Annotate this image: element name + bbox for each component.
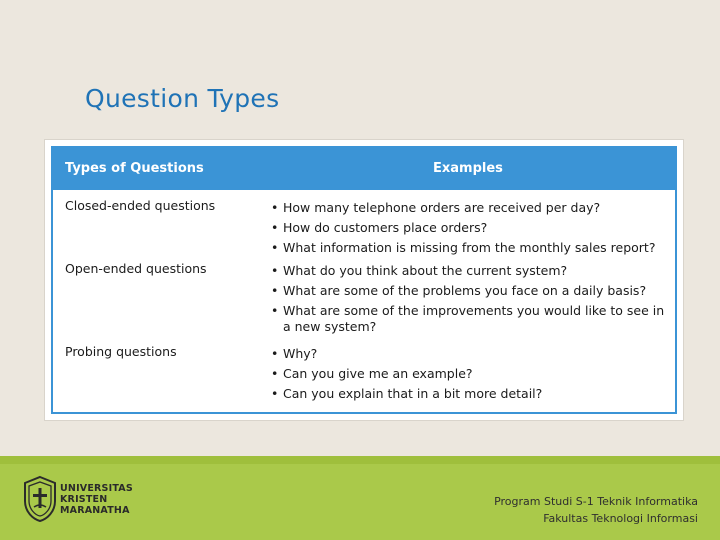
list-item [269, 384, 669, 404]
slide-title: Question Types [85, 84, 280, 113]
list-item [269, 261, 669, 281]
university-line-1: UNIVERSITAS [60, 483, 133, 494]
list-item [269, 344, 669, 364]
bullet-icon: • [271, 220, 279, 235]
example-text: What information is missing from the monthly sales report? [283, 240, 656, 255]
bullet-icon: • [271, 346, 279, 361]
example-text: Why? [283, 346, 318, 361]
bullet-icon: • [271, 366, 279, 381]
list-item [269, 281, 669, 301]
table-border [51, 146, 677, 414]
header-examples: Examples [433, 161, 503, 176]
faculty-name: Fakultas Teknologi Informasi [543, 512, 698, 525]
header-types-of-questions: Types of Questions [65, 161, 204, 176]
list-item [269, 364, 669, 384]
university-seal-icon [22, 475, 58, 523]
example-text: How many telephone orders are received per day? [283, 200, 601, 215]
list-item [269, 238, 669, 258]
program-name: Program Studi S-1 Teknik Informatika [494, 495, 698, 508]
program-info [494, 493, 698, 527]
example-text: Can you explain that in a bit more detail? [283, 386, 543, 401]
examples-list [269, 198, 669, 258]
university-name [60, 483, 133, 516]
university-line-2: KRISTEN [60, 494, 108, 505]
bullet-icon: • [271, 386, 279, 401]
list-item [269, 218, 669, 238]
question-type-label: Closed-ended questions [65, 198, 216, 213]
university-line-3: MARANATHA [60, 505, 130, 516]
bullet-icon: • [271, 240, 279, 255]
bullet-icon: • [271, 263, 279, 278]
example-text: What are some of the improvements you would like to see in a new system? [283, 303, 665, 334]
question-type-label: Open-ended questions [65, 261, 207, 276]
bullet-icon: • [271, 283, 279, 298]
question-types-table [45, 140, 683, 420]
example-text: Can you give me an example? [283, 366, 473, 381]
bullet-icon: • [271, 303, 279, 318]
example-text: What do you think about the current system? [283, 263, 568, 278]
example-text: What are some of the problems you face on a daily basis? [283, 283, 647, 298]
bullet-icon: • [271, 200, 279, 215]
examples-list [269, 261, 669, 335]
example-text: How do customers place orders? [283, 220, 488, 235]
list-item [269, 301, 669, 335]
table-header [53, 148, 675, 190]
list-item [269, 198, 669, 218]
examples-list [269, 344, 669, 404]
footer-band [0, 456, 720, 464]
question-type-label: Probing questions [65, 344, 177, 359]
